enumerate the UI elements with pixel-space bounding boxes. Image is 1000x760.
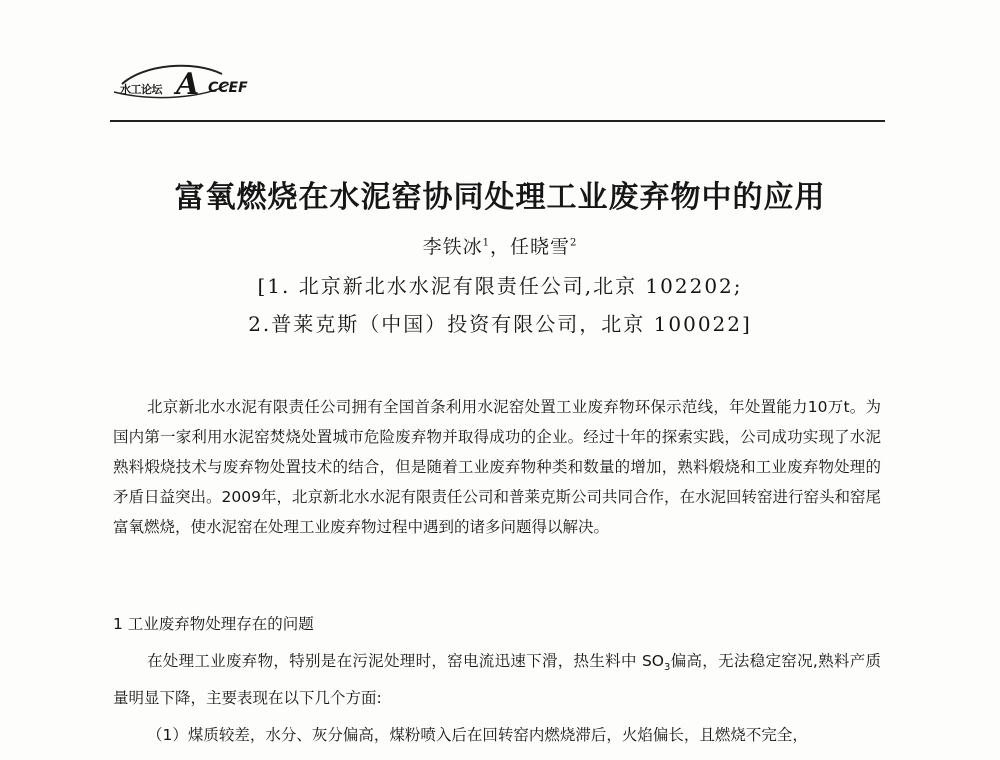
paper-title: 富氧燃烧在水泥窑协同处理工业废弃物中的应用	[174, 180, 826, 215]
author-separator: ，	[489, 236, 510, 258]
header-rule	[110, 120, 885, 122]
logo-brand: CCEF	[208, 80, 248, 96]
intro-paragraph: 北京新北水水泥有限责任公司拥有全国首条利用水泥窑处置工业废弃物环保示范线，年处置能力10万t。为国内第一家利用水泥窑焚烧处置城市危险废弃物并取得成功的企业。经过十年的探索实践，公司成功实现了水泥熟料煅烧技术与废弃物处置技术的结合，但是随着工业废弃物种类和数量的增加，熟料煅烧和工业废弃物处理的矛盾日益突出。2009年，北京新北水水泥有限责任公司和普莱克斯公司共同合作，在水泥回转窑进行窑头和窑尾富氧燃烧，使水泥窑在处理工业废弃物过程中遇到的诸多问题得以解决。	[113, 398, 881, 536]
paragraph-text: 偏高，无法稳定窑况,熟料产质量明显下降，主要表现在以下几个方面:	[113, 652, 881, 708]
affiliation-1: [1. 北京新北水水泥有限责任公司,北京 102202;	[257, 274, 743, 298]
logo-text: 水工论坛	[120, 83, 162, 96]
paragraph-text: 在处理工业废弃物，特别是在污泥处理时，窑电流迅速下滑，热生料中 SO	[147, 652, 665, 670]
logo-mark: A	[176, 67, 200, 102]
author-name: 任晓雪	[510, 236, 571, 258]
section-paragraph	[113, 646, 881, 713]
affiliation-2: 2.普莱克斯（中国）投资有限公司，北京 100022]	[248, 312, 752, 336]
section-heading: 1 工业废弃物处理存在的问题	[113, 615, 314, 633]
author-sup: 1	[482, 237, 490, 249]
list-item: （1）煤质较差，水分、灰分偏高，煤粉喷入后在回转窑内燃烧滞后，火焰偏长，且燃烧不完全，	[147, 726, 808, 744]
journal-logo	[104, 62, 274, 106]
author-name: 李铁冰	[422, 236, 483, 258]
subscript: 3	[664, 662, 671, 674]
author-sup: 2	[570, 237, 578, 249]
author-line	[0, 232, 1000, 259]
